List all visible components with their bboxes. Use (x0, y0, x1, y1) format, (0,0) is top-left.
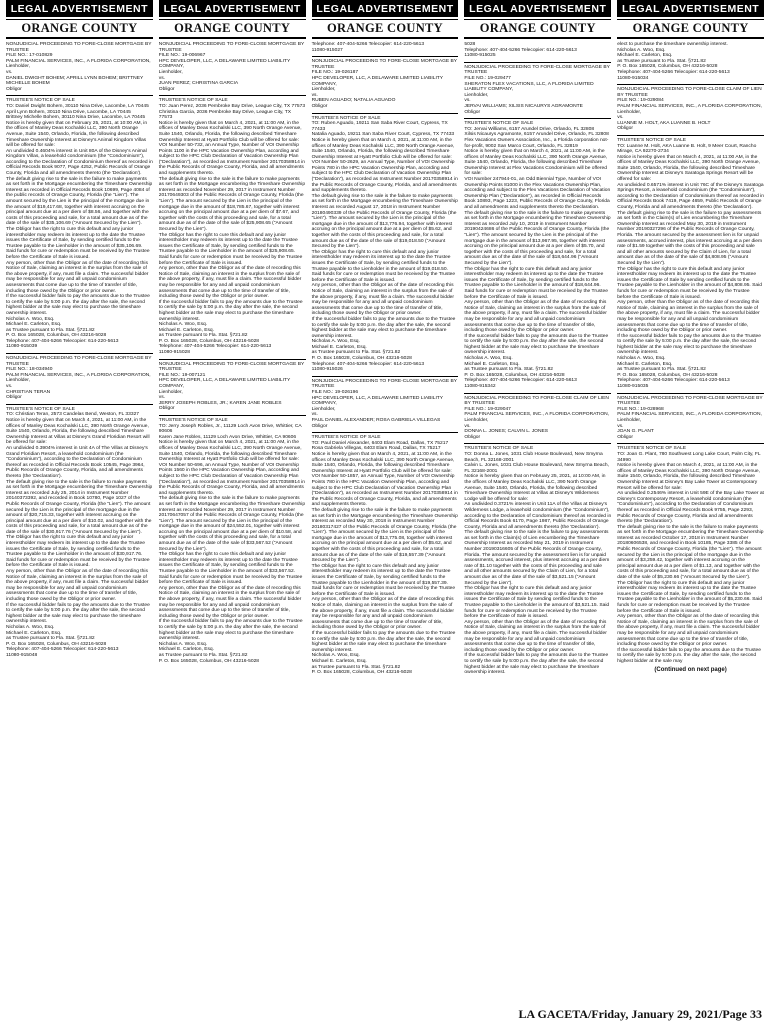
notice-caption: NONJUDICIAL PROCEEDING TO FORE-CLOSE MORTGAGE BY TRUSTEE FILE NO.: 19-026196 HPC DEVELOPER, LLC, A DELAWARE LIMITED LIABILITY COMPANY, Lienholder, vs. PAUL DANIEL ALEXANDER; ROSA GABRIELA VILLEGAS Obligor (311, 378, 457, 429)
divider (159, 359, 306, 360)
notice-caption: NONJUDICIAL PROCEEDING TO FORE-CLOSE MORTGAGE BY TRUSTEE FILE NO.: 18-034940 PALM FINANCIAL SERVICES, INC., A FLORIDA CORPORATION, Lienholder, vs. CHRISTIAN TERAN Obligor (6, 356, 152, 401)
page-footer: LA GACETA/Friday, January 29, 2021/Page 33 (518, 1007, 762, 1021)
county-banner: ORANGE COUNTY (312, 19, 459, 39)
divider (617, 84, 764, 85)
notice-body: TRUSTEE'S NOTICE OF SALE TO: Paul Daniel Alexander, 6403 Elam Road, Dallas, TX 75217 Rosa Gabriela Villegas, 6403 Elam Road, Dallas, TX 75217 Notice is hereby given that on March 4, 2021, at 11:00 AM, in the offices of Manley Deas Kochalski LLC, 390 North Orange Avenue, Suite 1540, Orlando, Florida, the following described Timeshare Ownership Interest at Hyatt Portfolio Club will be offered for sale: VOI Number 50-1857, an Annual Type, Number of VOI Ownership Points 780 in the HPC Vacation Ownership Plan, according and subject to the HPC Club Declaration of Vacation Ownership Plan ("Declaration"), as recorded as Instrument Number 20170358914 in the Public Records of Orange County, Florida, and all amendments and supplements thereto. The default giving rise to the sale is the failure to make payments as set forth in the Mortgage encumbering the Timeshare Ownership Interest as recorded May 30, 2018 in Instrument Number 20180317427 of the Public Records of Orange County, Florida (the "Lien"). The amount secured by the Lien is the principal of the mortgage due in the amount of $13,775.08, together with interest accruing on the principal amount due at a per diem of $5.62, and together with the costs of this proceeding and sale, for a total amount due as of the date of the sale of $19,557.39 ("Amount Secured by the Lien"). The Obligor has the right to cure this default and any junior interestholder may redeem its interest up to the date the Trustee issues the Certificate of Sale, by sending certified funds to the Trustee payable to the Lienholder in the amount of $19,557.39. Said funds for cure or redemption must be received by the Trustee before the Certificate of Sale is issued. Any person, other than the Obligor as of the date of recording this Notice of Sale, claiming an interest in the surplus from the sale of the above property, if any, must file a claim. The successful bidder may be responsible for any and all unpaid condominium assessments that come due up to the time of transfer of title, including those owed by the Obligor or prior owner. If the successful bidder fails to pay the amounts due to the Trustee to certify the sale by 5:00 p.m. the day after the sale, the second highest bidder at the sale may elect to purchase the timeshare ownership interest. Nicholas A. Woo, Esq. Michael E. Carleton, Esq. as Trustee pursuant to Fla. Stat. §721.82 P. O. Box 165028, Columbus, OH 43216-5028 (311, 435, 458, 676)
notice-continuation: elect to purchase the timeshare ownership interest. Nicholas A. Woo, Esq. Michael E. Carleton, Esq. as Trustee pursuant to Fla. Stat. §721.82 P. O. Box 165028, Columbus, OH 43216-5028 Telephone: 407-404-5266 Telecopier: 614-220-5613 11080-915034 (617, 42, 730, 81)
section-header: LEGAL ADVERTISEMENT (464, 0, 611, 17)
section-header: LEGAL ADVERTISEMENT (617, 0, 764, 17)
divider (6, 404, 153, 405)
notice-caption: NONJUDICIAL PROCEEDING TO FORE-CLOSE MORTGAGE BY TRUSTEE FILE NO.: 19-029477 SHERATON FLEX VACATIONS, LLC, A FLORIDA LIMITED LIABILITY COMPANY, Lienholder, vs. JERVAI WILLIAMS; XILSIS NICAURYS AGRAMONTE Obligor (464, 64, 610, 115)
divider (312, 56, 459, 57)
column-2 (159, 0, 306, 1008)
column-1 (6, 0, 153, 1008)
county-banner: ORANGE COUNTY (159, 19, 306, 39)
divider (312, 432, 459, 433)
divider (312, 113, 459, 114)
divider (6, 95, 153, 96)
notice-body: TRUSTEE'S NOTICE OF SALE TO: Donna L. Jones, 1031 Club House Boulevard, New Smyrna Beach, FL 32168-2001 Calvin L. Jones, 1031 Club House Boulevard, New Smyrna Beach, FL 32168-2001 Notice is hereby given that on February 25, 2021, at 10:00 AM, in the offices of Manley Deas Kochalski LLC, 390 North Orange Avenue, Suite 1540, Orlando, Florida, the following described Timeshare Ownership Interest at Villas at Disney's Wilderness Lodge will be offered for sale: An undivided 0.3721% interest in Unit 11A of the Villas at Disney's Wilderness Lodge, a leasehold condominium (the "Condominium"), according to the Declaration of Condominium thereof as recorded in Official Records Book 6170, Page 1987, Public Records of Orange County, Florida and all amendments thereto (the 'Declaration'). The default giving rise to the sale is the failure to pay assessments as set forth in the Claim(s) of Lien encumbering the Timeshare Ownership Interest as recorded May 21, 2019 in Instrument Number 20190316605 of the Public Records of Orange County, Florida. The amount secured by the assessment lien is for unpaid assessments, accrued interest, plus interest accruing at a per diem rate of $1.10 together with the costs of this proceeding and sale and all other amounts secured by the Claim of Lien, for a total amount due as of the date of the sale of $3,521.15 ("Amount Secured by the Lien"). The Obligor has the right to cure this default and any junior interestholder may redeem its interest up to the date the Trustee issues the Certificate of Sale by sending certified funds to the Trustee payable to the Lienholder in the amount of $3,521.15. Said funds for cure or redemption must be received by the Trustee before the Certificate of Sale is issued. Any person, other than the Obligor as of the date of recording this Notice of Sale, claiming an interest in the surplus from the sale of the above property, if any, must file a claim. The successful bidder may be responsible for any and all unpaid condominium assessments that come due up to the time of transfer of title, including those owed by the Obligor or prior owner. If the successful bidder fails to pay the amounts due to the Trustee to certify the sale by 5:00 p.m. the day after the sale, the second highest bidder at the sale may elect to purchase the timeshare ownership interest. (464, 446, 612, 676)
county-banner: ORANGE COUNTY (464, 19, 611, 39)
county-banner: ORANGE COUNTY (617, 19, 764, 39)
notice-body: TRUSTEE'S NOTICE OF SALE TO: Joan G. Plant, 780 Southwest Long Lake Court, Palm City, FL 34990 Notice is hereby given that on March 4, 2021, at 11:00 AM, in the offices of Manley Deas Kochalski LLC, 390 North Orange Avenue, Suite 1540, Orlando, Florida, the following described Timeshare Ownership Interest at Disney's Bay Lake Tower at Contemporary Resort will be offered for sale: An undivided 0.2546% interest in Unit 59E of the Bay Lake Tower at Disney's Contemporary Resort, a leasehold condominium (the "Condominium"), according to the Declaration of Condominium thereof as recorded in Official Records Book 9755, Page 2293, Public Records of Orange County, Florida and all amendments thereto (the 'Declaration'). The default giving rise to the sale is the failure to make payments as set forth in the Mortgage encumbering the Timeshare Ownership Interest as recorded October 17, 2018 in Instrument Number 20180606538, and recorded in Book 10185, Page 3385 of the Public Records of Orange County, Florida (the "Lien"). The amount secured by the Lien is the principal of the mortgage due in the amount of $3,259.42, together with interest accruing on the principal amount due at a per diem of $1.13, and together with the costs of this proceeding and sale, for a total amount due as of the date of the sale of $5,230.66 ("Amount Secured by the Lien"). The Obligor has the right to cure this default and any junior interestholder may redeem its interest up to the date the Trustee issues the Certificate of Sale, by sending certified funds to the Trustee payable to the Lienholder in the amount of $5,230.66. Said funds for cure or redemption must be received by the Trustee before the Certificate of Sale is issued. Any person, other than the Obligor as of the date of recording this Notice of Sale, claiming an interest in the surplus from the sale of the above property, if any, must file a claim. The successful bidder may be responsible for any and all unpaid condominium assessments that come due up to the time of transfer of title, including those owed by the Obligor or prior owner. If the successful bidder fails to pay the amounts due to the Trustee to certify the sale by 5:00 p.m. the day after the sale, the second highest bidder at the sale may (617, 446, 764, 664)
divider (617, 443, 764, 444)
column-3 (312, 0, 459, 1008)
notice-body: TRUSTEE'S NOTICE OF SALE TO: Ruben Aguado, 19211 San Saba River Court, Cypress, TX 77433 Natalia Aguado, 19211 San Saba River Court, Cypress, TX 77433 Notice is hereby given that on March 4, 2021, at 11:00 AM, in the offices of Manley Deas Kochalski LLC, 390 North Orange Avenue, Suite 1540, Orlando, Florida, the following described Timeshare Ownership Interest at Hyatt Portfolio Club will be offered for sale: VOI Number 50-2629, an Annual Type, Number of VOI Ownership Points 780 in the HPC Vacation Ownership Plan, according and subject to the HPC Club Declaration of Vacation Ownership Plan ("Declaration"), as recorded as Instrument Number 20170358914 in the Public Records of Orange County, Florida, and all amendments and supplements thereto. The default giving rise to the sale is the failure to make payments as set forth in the Mortgage encumbering the Timeshare Ownership Interest as recorded August 17, 2018 in Instrument Number 20180490339 of the Public Records of Orange County, Florida (the "Lien"). The amount secured by the Lien is the principal of the mortgage due in the amount of $13,776.94, together with interest accruing on the principal amount due at a per diem of $5.62, and together with the costs of this proceeding and sale, for a total amount due as of the date of the sale of $19,018.50 ("Amount Secured by the Lien"). The Obligor has the right to cure this default and any junior interestholder may redeem its interest up to the date the Trustee issues the Certificate of Sale, by sending certified funds to the Trustee payable to the Lienholder in the amount of $19,018.50. Said funds for cure or redemption must be received by the Trustee before the Certificate of Sale is issued. Any person, other than the Obligor as of the date of recording this Notice of Sale, claiming an interest in the surplus from the sale of the above property, if any, must file a claim. The successful bidder may be responsible for any and all unpaid condominium assessments that come due up to the time of transfer of title, including those owed by the Obligor or prior owner. If the successful bidder fails to pay the amounts due to the Trustee to certify the sale by 5:00 p.m. the day after the sale, the second highest bidder at the sale may elect to purchase the timeshare ownership interest. Nicholas A. Woo, Esq. Michael E. Carleton, Esq. as Trustee pursuant to Fla. Stat. §721.82 P. O. Box 165028, Columbus, OH 43216-5028 Telephone: 407-404-5266 Telecopier: 614-220-5613 11080-915026 (311, 115, 458, 373)
divider (617, 393, 764, 394)
columns (6, 0, 764, 1008)
county-banner: ORANGE COUNTY (6, 19, 153, 39)
notice-body: TRUSTEE'S NOTICE OF SALE TO: Luanne M. Holt, AKA Luanne B. Holt, 9 Meer Court, Rancho Mirage, CA 92270-2734 Notice is hereby given that on March 4, 2021, at 11:00 AM, in the offices of Manley Deas Kochalski LLC, 390 North Orange Avenue, Suite 1540, Orlando, Florida, the following described Timeshare Ownership Interest at Disney's Saratoga Springs Resort will be offered for sale: An undivided 0.6571% interest in Unit 76C of the Disney's Saratoga Springs Resort, a leasehold condominium (the "Condominium"), according to the Declaration of Condominium thereof as recorded in Official Records Book 7419, Page 4659, Public Records of Orange County, Florida and all amendments thereto (the 'Declaration'). The default giving rise to the sale is the failure to pay assessments as set forth in the Claim(s) of Lien encumbering the Timeshare Ownership Interest as recorded May 30, 2019 in Instrument Number 20190327296 of the Public Records of Orange County, Florida. The amount secured by the assessment lien is for unpaid assessments, accrued interest, plus interest accruing at a per diem rate of $1.59 together with the costs of this proceeding and sale and all other amounts secured by the Claim of Lien, for a total amount due as of the date of the sale of $4,808.95 ("Amount Secured by the Lien"). The Obligor has the right to cure this default and any junior interestholder may redeem its interest up to the date the Trustee issues the Certificate of Sale by sending certified funds to the Trustee payable to the Lienholder in the amount of $4,808.95. Said funds for cure or redemption must be received by the Trustee before the Certificate of Sale is issued. Any person, other than the Obligor as of the date of recording this Notice of Sale, claiming an interest in the surplus from the sale of the above property, if any, must file a claim. The successful bidder may be responsible for any and all unpaid condominium assessments that come due up to the time of transfer of title, including those owed by the Obligor or prior owner. If the successful bidder fails to pay the amounts due to the Trustee to certify the sale by 5:00 p.m. the day after the sale, the second highest bidder at the sale may elect to purchase the timeshare ownership interest. Nicholas A. Woo, Esq. Michael E. Carleton, Esq. as Trustee pursuant to Fla. Stat. §721.82 P. O. Box 165028, Columbus, OH 43216-5028 Telephone: 407-404-5266 Telecopier: 614-220-5613 11080-915035 (617, 137, 764, 390)
section-header: LEGAL ADVERTISEMENT (6, 0, 153, 17)
divider (464, 393, 611, 394)
section-header: LEGAL ADVERTISEMENT (159, 0, 306, 17)
section-header: LEGAL ADVERTISEMENT (312, 0, 459, 17)
notice-caption: NONJUDICIAL PROCEEDING TO FORE-CLOSE MORTGAGE BY TRUSTEE FILE NO.: 17-010829 PALM FINANCIAL SERVICES, INC., A FLORIDA CORPORATION, Lienholder, vs. DANIEL DWIGHT BOHEM; APRILL LYNN BOHEM; BRITTNEY MICHELLE BOHEM Obligor (6, 42, 152, 92)
notice-body: TRUSTEE'S NOTICE OF SALE TO: Jerry Joseph Robles, Jr., 11129 Loch Avon Drive, Whittier, CA 90606 Karen Jane Robles, 11129 Loch Avon Drive, Whittier, CA 90606 Notice is hereby given that on March 4, 2021, at 11:00 AM, in the offices of Manley Deas Kochalski LLC, 390 North Orange Avenue, Suite 1540, Orlando, Florida, the following described Timeshare Ownership Interest at Hyatt Portfolio Club will be offered for sale: VOI Number 50-696, an Annual Type, Number of VOI Ownership Points 1560 in the HPC Vacation Ownership Plan, according and subject to the HPC Club Declaration of Vacation Ownership Plan ("Declaration"), as recorded as Instrument Number 20170358914 in the Public Records of Orange County, Florida, and all amendments and supplements thereto. The default giving rise to the sale is the failure to make payments as set forth in the Mortgage encumbering the Timeshare Ownership Interest as recorded November 29, 2017 in Instrument Number 20170647057 of the Public Records of Orange County, Florida (the "Lien"). The amount secured by the Lien is the principal of the mortgage due in the amount of $24,552.01, together with interest accruing on the principal amount due at a per diem of $10.58, and together with the costs of this proceeding and sale, for a total amount due as of the date of the sale of $33,567.52 ("Amount Secured by the Lien"). The Obligor has the right to cure this default and any junior interestholder may redeem its interest up to the date the Trustee issues the Certificate of Sale, by sending certified funds to the Trustee payable to the Lienholder in the amount of $33,567.52. Said funds for cure or redemption must be received by the Trustee before the Certificate of Sale is issued. Any person, other than the Obligor as of the date of recording this Notice of Sale, claiming an interest in the surplus from the sale of the above property, if any, must file a claim. The successful bidder may be responsible for any and all unpaid condominium assessments that come due up to the time of transfer of title, including those owed by the Obligor or prior owner. If the successful bidder fails to pay the amounts due to the Trustee to certify the sale by 5:00 p.m. the day after the sale, the second highest bidder at the sale may elect to purchase the timeshare ownership interest. Nicholas A. Woo, Esq. Michael E. Carleton, Esq. as Trustee pursuant to Fla. Stat. §721.82 P. O. Box 165028, Columbus, OH 43216-5028 (158, 418, 306, 664)
notice-caption: NONJUDICIAL PROCEEDING TO FORE-CLOSE MORTGAGE BY TRUSTEE FILE NO.: 19-028968 PALM FINANCIAL SERVICES, INC., A FLORIDA CORPORATION, Lienholder, vs. JOAN G. PLANT Obligor (617, 395, 763, 440)
notice-body: TRUSTEE'S NOTICE OF SALE TO: Juan Perez, 2036 Pembroke Bay Drive, League City, TX 77573 Christina Garcia, 2036 Pembroke Bay Drive, League City, TX 77573 Notice is hereby given that on March 4, 2021, at 11:00 AM, in the offices of Manley Deas Kochalski LLC, 390 North Orange Avenue, Suite 1540, Orlando, Florida, the following described Timeshare Ownership Interest at Hyatt Portfolio Club will be offered for sale: VOI Number 50-732, an Annual Type, Number of VOI Ownership Points 1100 in the HPC Vacation Ownership Plan, according and subject to the HPC Club Declaration of Vacation Ownership Plan ("Declaration"), as recorded as Instrument Number 20170358914 in the Public Records of Orange County, Florida, and all amendments and supplements thereto. The default giving rise to the sale is the failure to make payments as set forth in the Mortgage encumbering the Timeshare Ownership Interest as recorded November 29, 2017 in Instrument Number 20170649303 of the Public Records of Orange County, Florida (the "Lien"). The amount secured by the Lien is the principal of the mortgage due in the amount of $18,785.67, together with interest accruing on the principal amount due at a per diem of $7.67, and together with the costs of this proceeding and sale, for a total amount due as of the date of the sale of $25,908.65 ("Amount Secured by the Lien"). The Obligor has the right to cure this default and any junior interestholder may redeem its interest up to the date the Trustee issues the Certificate of Sale, by sending certified funds to the Trustee payable to the Lienholder in the amount of $25,908.65. Said funds for cure or redemption must be received by the Trustee before the Certificate of Sale is issued. Any person, other than the Obligor as of the date of recording this Notice of Sale, claiming an interest in the surplus from the sale of the above property, if any, must file a claim. The successful bidder may be responsible for any and all unpaid condominium assessments that come due up to the time of transfer of title, including those owed by the Obligor or prior owner. If the successful bidder fails to pay the amounts due to the Trustee to certify the sale by 5:00 p.m. the day after the sale, the second highest bidder at the sale may elect to purchase the timeshare ownership interest. Nicholas A. Woo, Esq. Michael E. Carleton, Esq. as Trustee pursuant to Fla. Stat. §721.82 P. O. Box 165028, Columbus, OH 43216-5028 Telephone: 407-404-5266 Telecopier: 614-220-5613 11080-915028 (158, 98, 306, 356)
notice-caption: NONJUDICIAL PROCEEDING TO FORE-CLOSE MORTGAGE BY TRUSTEE FILE NO.: 19-006967 HPC DEVELOPER, LLC, A DELAWARE LIMITED LIABILITY COMPANY, Lienholder, vs. JUAN PEREZ; CHRISTINA GARCIA Obligor (158, 42, 305, 92)
notice-continuation: Telephone: 407-404-5266 Telecopier: 614-220-5613 11080-915027 (311, 42, 425, 53)
notice-body: TRUSTEE'S NOTICE OF SALE TO: Jervai Williams, 6157 Arundel Drive, Orlando, FL 32808 Xilsis Nicaurys Agramonte, 6157 Arundel Drive, Orlando, FL 32808 Flex Vacations Owners Association, Inc., a Florida corporation not-for-profit, 9002 San Marco Court, Orlando, FL 32819 Notice is hereby given that on March 4, 2021, at 11:00 AM, in the offices of Manley Deas Kochalski LLC, 390 North Orange Avenue, Suite 1540, Orlando, Florida, the following described Timeshare Ownership Interest at Flex Vacations Condominium will be offered for sale: VOI Number 247944-01, an Odd Biennial Type, Number of VOI Ownership Points 81000 in the Flex Vacations Ownership Plan, according and subject to the Flex Vacations Declaration of Vacation Ownership Plan ("Declaration"), as recorded in Official Records Book 10893, Page 1223, Public Records of Orange County, Florida and all amendments and supplements thereto the Declaration. The default giving rise to the sale is the failure to make payments as set forth in the Mortgage encumbering the Timeshare Ownership Interest as recorded July 10, 2019 in Instrument Number 20190424686 of the Public Records of Orange County, Florida (the "Lien"). The amount secured by the Lien is the principal of the mortgage due in the amount of $13,967.95, together with interest accruing on the principal amount due at a per diem of $5.70, and together with the costs of this proceeding and sale, for a total amount due as of the date of the sale of $18,644.96 ("Amount Secured by the Lien"). The Obligor has the right to cure this default and any junior interestholder may redeem its interest up to the date the Trustee issues the Certificate of Sale, by sending certified funds to the Trustee payable to the Lienholder in the amount of $18,644.96. Said funds for cure or redemption must be received by the Trustee before the Certificate of Sale is issued. Any person, other than the Obligor as of the date of recording this Notice of Sale, claiming an interest in the surplus from the sale of the above property, if any, must file a claim. The successful bidder may be responsible for any and all unpaid condominium assessments that come due up to the time of transfer of title, including those owed by the Obligor or prior owner. If the successful bidder fails to pay the amounts due to the Trustee to certify the sale by 5:00 p.m. the day after the sale, the second highest bidder at the sale may elect to purchase the timeshare ownership interest. Nicholas A. Woo, Esq. Michael E. Carleton, Esq. as Trustee pursuant to Fla. Stat. §721.82 P. O. Box 165028, Columbus, OH 43216-5028 Telephone: 407-404-5266 Telecopier: 614-220-5613 11080-915342 (464, 121, 611, 390)
divider (464, 62, 611, 63)
continued-note: (Continued on next page) (654, 666, 727, 673)
notice-caption: NONJUDICIAL PROCEEDING TO FORE-CLOSE MORTGAGE BY TRUSTEE FILE NO.: 19-007121 HPC DEVELOPER, LLC, A DELAWARE LIMITED LIABILITY COMPANY, Lienholder, vs. JERRY JOSEPH ROBLES, JR.; KAREN JANE ROBLES Obligor (158, 361, 305, 412)
divider (464, 443, 611, 444)
divider (464, 118, 611, 119)
notice-caption: NONJUDICIAL PROCEEDING TO FORE-CLOSE CLAIM OF LIEN BY TRUSTEE FILE NO.: 19-029084 PALM FINANCIAL SERVICES, INC., A FLORIDA CORPORATION, Lienholder, vs. LUANNE M. HOLT, AKA LUANNE B. HOLT Obligor (617, 87, 762, 132)
divider (159, 415, 306, 416)
notice-continuation: 5028 Telephone: 407-404-5266 Telecopier: 614-220-5613 11080-915025 (464, 42, 577, 59)
column-4 (464, 0, 611, 1008)
notice-caption: NONJUDICIAL PROCEEDING TO FORE-CLOSE MORTGAGE BY TRUSTEE FILE NO.: 19-026187 HPC DEVELOPER, LLC, A DELAWARE LIMITED LIABILITY COMPANY, Lienholder, vs. RUBEN AGUADO; NATALIA AGUADO Obligor (311, 59, 457, 109)
divider (6, 353, 153, 354)
notice-body: TRUSTEE'S NOTICE OF SALE TO: Daniel Dwight Bohem, 30110 Nina Drive, Lacombe, LA 70445 April Lynn Bohem, 30110 Nina Drive, Lacombe, LA 70445 Brittney Michelle Bohem, 30110 Nina Drive, Lacombe, LA 70445 Notice is hereby given that on February 25, 2021, at 10:00 AM, in the offices of Manley Deas Kochalski LLC, 390 North Orange Avenue, Suite 1540, Orlando, Florida, the following described Timeshare Ownership Interest at Disney's Animal Kingdom Villas will be offered for sale: An undivided 0.4604% interest in Unit 80A of the Disney's Animal Kingdom Villas, a leasehold condominium (the "Condominium"), according to the Declaration of Condominium thereof as recorded in Official Records Book 9077, Page 4252, Public Records of Orange County, Florida and all amendments thereto (the 'Declaration'). The default giving rise to the sale is the failure to make payments as set forth in the Mortgage encumbering the Timeshare Ownership Interest as recorded in Official Records Book 10699, Page 4084 of the public records of Orange County, Florida (the "Lien"). The amount secured by the Lien is the principal of the mortgage due in the amount of $19,417.68, together with interest accruing on the principal amount due at a per diem of $8.56, and together with the costs of this proceeding and sale, for a total amount due as of the date of the sale of $35,106.69 ("Amount Secured by the Lien"). The Obligor has the right to cure this default and any junior interestholder may redeem its interest up to the date the Trustee issues the Certificate of Sale, by sending certified funds to the Trustee payable to the Lienholder in the amount of $35,106.69. Said funds for cure or redemption must be received by the Trustee before the Certificate of Sale is issued. Any person, other than the Obligor as of the date of recording this Notice of Sale, claiming an interest in the surplus from the sale of the above property, if any, must file a claim. The successful bidder may be responsible for any and all unpaid condominium assessments that come due up to the time of transfer of title, including those owed by the Obligor or prior owner. If the successful bidder fails to pay the amounts due to the Trustee to certify the sale by 5:00 p.m. the day after the sale, the second highest bidder at the sale may elect to purchase the timeshare ownership interest. Nicholas A. Woo, Esq. Michael E. Carleton, Esq. as Trustee pursuant to Fla. Stat. §721.82 P. O. Box 165028, Columbus, OH 43216-5028 Telephone: 407-404-5266 Telecopier: 614-220-5613 11080-915039 (6, 98, 153, 350)
notice-body: TRUSTEE'S NOTICE OF SALE TO: Christian Teran, 2573 Candelas Bend, Weston, FL 33327 Notice is hereby given that on March 4, 2021, at 11:00 AM, in the offices of Manley Deas Kochalski LLC, 390 North Orange Avenue, Suite 1540, Orlando, Florida, the following described Timeshare Ownership Interest at Villas at Disney's Grand Floridian Resort will be offered for sale: An undivided 0.3904% interest in Unit 4A of The Villas at Disney's Grand Floridian Resort, a leasehold condominium (the "Condominium"), according to the Declaration of Condominium thereof as recorded in Official Records Book 10545, Page 3964, Public Records of Orange County, Florida, and all amendments thereto (the 'Declaration'). The default giving rise to the sale is the failure to make payments as set forth in the Mortgage encumbering the Timeshare Ownership Interest as recorded July 25, 2014 in Instrument Number 20140373392, and recorded in Book 10780, Page 1027 of the Public Records of Orange County, Florida (the "Lien"). The amount secured by the Lien is the principal of the mortgage due in the amount of $20,715.33, together with interest accruing on the principal amount due at a per diem of $10.02, and together with the costs of this proceeding and sale, for a total amount due as of the date of the sale of $30,917.76 ("Amount Secured by the Lien"). The Obligor has the right to cure this default and any junior interestholder may redeem its interest up to the date the Trustee issues the Certificate of Sale, by sending certified funds to the Trustee payable to the Lienholder in the amount of $30,917.76. Said funds for cure or redemption must be received by the Trustee before the Certificate of Sale is issued. Any person, other than the Obligor as of the date of recording this Notice of Sale, claiming an interest in the surplus from the sale of the above property, if any, must file a claim. The successful bidder may be responsible for any and all unpaid condominium assessments that come due up to the time of transfer of title, including those owed by the Obligor or prior owner. If the successful bidder fails to pay the amounts due to the Trustee to certify the sale by 5:00 p.m. the day after the sale, the second highest bidder at the sale may elect to purchase the timeshare ownership interest. Nicholas A. Woo, Esq. Michael E. Carleton, Esq. as Trustee pursuant to Fla. Stat. §721.82 P. O. Box 165028, Columbus, OH 43216-5028 Telephone: 407-404-5266 Telecopier: 614-220-5613 11080-915048 (6, 406, 153, 658)
divider (159, 95, 306, 96)
notice-caption: NONJUDICIAL PROCEEDING TO FORE-CLOSE CLAIM OF LIEN BY TRUSTEE FILE NO.: 19-029047 PALM FINANCIAL SERVICES, INC., A FLORIDA CORPORATION, Lienholder, vs. DONNA L. JONES; CALVIN L. JONES Obligor (464, 395, 610, 440)
column-5 (617, 0, 764, 1008)
divider (617, 135, 764, 136)
divider (312, 376, 459, 377)
